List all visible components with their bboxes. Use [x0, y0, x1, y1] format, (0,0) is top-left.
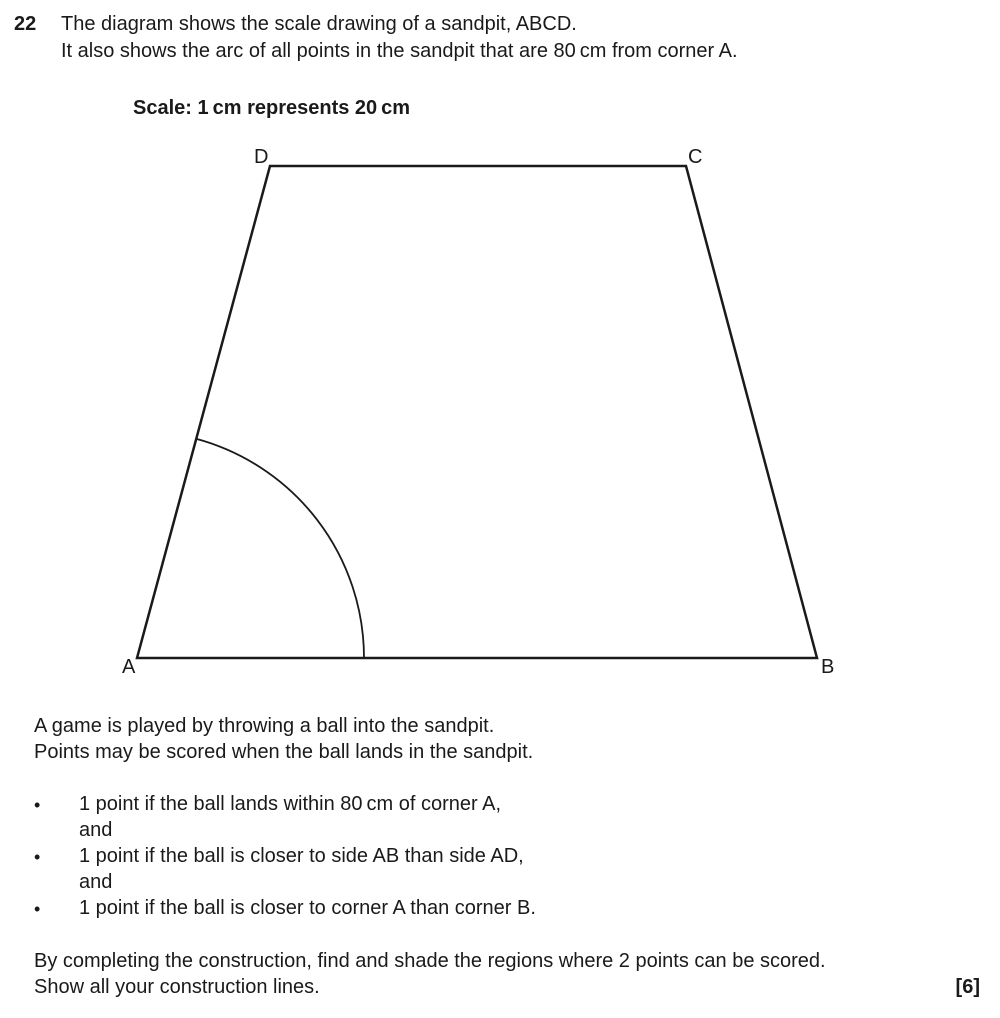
- vertex-label-d: D: [254, 146, 269, 168]
- game-line-1: A game is played by throwing a ball into the sandpit.: [34, 715, 495, 737]
- intro-line-1: The diagram shows the scale drawing of a sandpit, ABCD.: [61, 13, 577, 35]
- rule-3: 1 point if the ball is closer to corner A than corner B.: [79, 897, 536, 919]
- scale-label: Scale: 1 cm represents 20 cm: [133, 97, 411, 119]
- question-number: 22: [14, 13, 37, 35]
- rule-1-connector: and: [79, 819, 113, 841]
- bullet-icon: •: [34, 899, 41, 919]
- bullet-icon: •: [34, 795, 41, 815]
- task-line-2: Show all your construction lines.: [34, 976, 320, 998]
- rule-1: 1 point if the ball lands within 80 cm of corner A,: [79, 793, 502, 815]
- sandpit-quadrilateral: [137, 166, 817, 658]
- vertex-label-a: A: [122, 656, 136, 678]
- marks-badge: [6]: [955, 976, 980, 998]
- rule-2: 1 point if the ball is closer to side AB than side AD,: [79, 845, 524, 867]
- arc-80cm-from-A: [196, 439, 365, 658]
- game-line-2: Points may be scored when the ball lands in the sandpit.: [34, 741, 534, 763]
- vertex-label-b: B: [821, 656, 835, 678]
- bullet-icon: •: [34, 847, 41, 867]
- vertex-label-c: C: [688, 146, 703, 168]
- task-line-1: By completing the construction, find and shade the regions where 2 points can be scored.: [34, 950, 826, 972]
- intro-line-2: It also shows the arc of all points in the sandpit that are 80 cm from corner A.: [61, 40, 738, 62]
- rule-2-connector: and: [79, 871, 113, 893]
